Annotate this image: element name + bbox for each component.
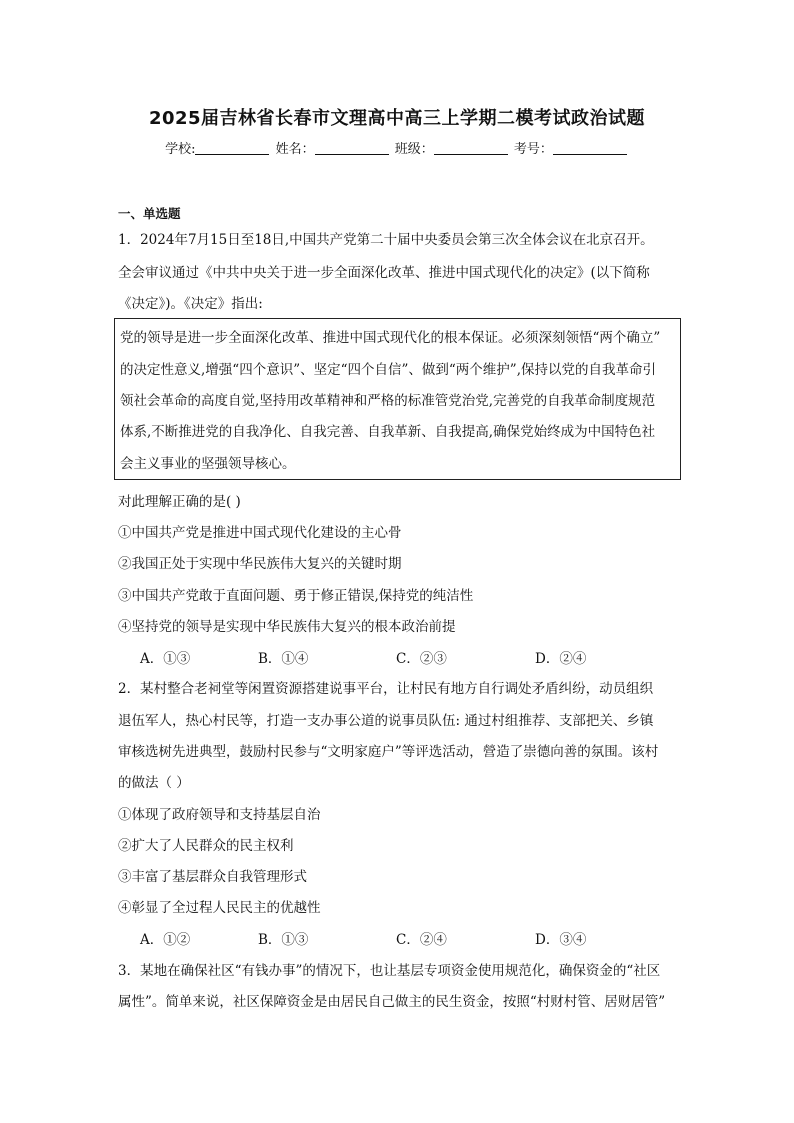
q1-statement: ④坚持党的领导是实现中华民族伟大复兴的根本政治前提 [118, 619, 456, 635]
page-title: 2025届吉林省长春市文理高中高三上学期二模考试政治试题 [148, 108, 646, 129]
q3-stem-line: 3．某地在确保社区“有钱办事”的情况下，也让基层专项资金使用规范化，确保资金的“社区 [118, 963, 661, 979]
class-blank [434, 140, 508, 155]
quote-line: 党的领导是进一步全面深化改革、推进中国式现代化的根本保证。必须深刻领悟“两个确立” [120, 330, 661, 346]
q1-quote-box [114, 318, 681, 480]
q1-statement: ③中国共产党敢于直面问题、勇于修正错误,保持党的纯洁性 [118, 588, 474, 604]
q1-option-b: B．①④ [258, 651, 309, 667]
q1-stem-line: 全会审议通过《中共中央关于进一步全面深化改革、推进中国式现代化的决定》(以下简称 [118, 265, 650, 281]
q2-statement: ①体现了政府领导和支持基层自治 [118, 807, 321, 823]
quote-line: 的决定性意义,增强“四个意识”、坚定“四个自信”、做到“两个维护”,保持以党的自我革命引 [120, 362, 656, 378]
q1-stem-line: 1．2024年7月15日至18日,中国共产党第二十届中央委员会第三次全体会议在北京召开。 [118, 232, 654, 248]
q1-statement: ①中国共产党是推进中国式现代化建设的主心骨 [118, 525, 402, 541]
student-info-line [0, 138, 794, 157]
q1-option-a: A．①③ [140, 651, 191, 667]
q3-stem-line: 属性”。简单来说，社区保障资金是由居民自己做主的民生资金，按照“村财村管、居财居管” [118, 994, 666, 1010]
q1-question: 对此理解正确的是( ) [118, 494, 241, 510]
q2-option-a: A．①② [140, 932, 191, 948]
quote-line: 体系,不断推进党的自我净化、自我完善、自我革新、自我提高,确保党始终成为中国特色社 [120, 424, 656, 440]
q2-stem-line: 审核选树先进典型，鼓励村民参与“文明家庭户”等评选活动，營造了崇德向善的氛围。该村 [118, 744, 659, 760]
quote-line: 领社会革命的高度自觉,坚持用改革精神和严格的标准管党治党,完善党的自我革命制度规范 [120, 393, 656, 409]
q1-stem-line: 《决定》)。《决定》指出: [118, 296, 263, 312]
q2-statement: ②扩大了人民群众的民主权利 [118, 838, 294, 854]
number-label: 考号： [513, 142, 553, 157]
name-label: 姓名： [275, 142, 315, 157]
q2-statement: ③丰富了基层群众自我管理形式 [118, 869, 307, 885]
name-blank [315, 140, 389, 155]
number-blank [553, 140, 627, 155]
section-heading: 一、单选题 [118, 206, 181, 221]
school-label: 学校: [165, 142, 196, 157]
school-blank [195, 140, 269, 155]
q2-stem-line: 退伍军人，热心村民等，打造一支办事公道的说事员队伍: 通过村组推荐、支部把关、乡镇 [118, 713, 654, 729]
q2-option-d: D．③④ [535, 932, 587, 948]
q2-stem-line: 2．某村整合老祠堂等闲置资源搭建说事平台，让村民有地方自行调处矛盾纠纷，动员组织 [118, 681, 654, 697]
q2-stem-line: 的做法（ ） [118, 775, 190, 791]
q2-statement: ④彰显了全过程人民民主的优越性 [118, 900, 321, 916]
q2-option-b: B．①③ [258, 932, 309, 948]
q1-statement: ②我国正处于实现中华民族伟大复兴的关键时期 [118, 556, 402, 572]
q2-option-c: C．②④ [396, 932, 447, 948]
class-label: 班级： [394, 142, 434, 157]
q1-option-d: D．②④ [535, 651, 587, 667]
quote-line: 会主义事业的坚强领导核心。 [120, 456, 296, 472]
q1-option-c: C．②③ [396, 651, 447, 667]
